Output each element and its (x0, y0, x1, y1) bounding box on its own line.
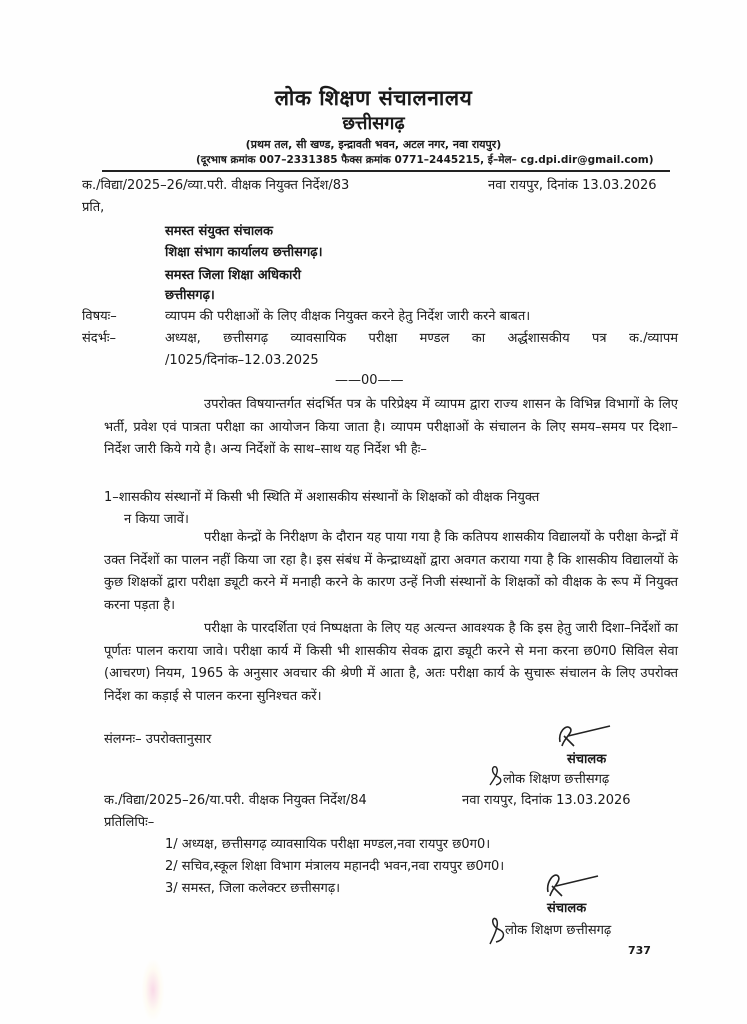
letterhead-divider (102, 170, 670, 172)
copy-place-date: नवा रायपुर, दिनांक 13.03.2026 (462, 793, 631, 808)
recipient-2-line1: समस्त जिला शिक्षा अधिकारी (165, 268, 302, 283)
subject-text: व्यापम की परीक्षाओं के लिए वीक्षक नियुक्त करने हेतु निर्देश जारी करने बाबत। (165, 309, 531, 324)
subject-label: विषयः– (82, 309, 117, 324)
copy-signatory-office: लोक शिक्षण छत्तीसगढ़ (505, 923, 612, 938)
copy-item-1: 1/ अध्यक्ष, छत्तीसगढ़ व्यावसायिक परीक्षा मण्डल,नवा रायपुर छ0ग0। (165, 837, 491, 852)
signatory-title: संचालक (567, 752, 607, 767)
reference-label: संदर्भः– (82, 331, 116, 346)
recipient-1-line2: शिक्षा संभाग कार्यालय छत्तीसगढ़। (165, 245, 323, 260)
copy-label: प्रतिलिपिः– (104, 815, 155, 830)
recipient-2-line2: छत्तीसगढ़। (165, 288, 215, 303)
office-address: (प्रथम तल, सी खण्ड, इन्द्रावती भवन, अटल नगर, नवा रायपुर) (245, 138, 502, 151)
paragraph-3: परीक्षा के पारदर्शिता एवं निष्पक्षता के लिए यह अत्यन्त आवश्यक है कि इस हेतु जारी दिशा–निर्देशों का पूर्णतः पालन कराया जावे। परीक्षा कार्य में किसी भी शासकीय सेवक द्वारा ड्यूटी करने से मना करना छ0ग0 सिविल सेवा (आचरण) नियम, 1965 के अनुसार अवचार की श्रेणी में आता है, अतः परीक्षा कार्य के सुचारू संचालन के लिए उपरोक्त निर्देश का कड़ाई से पालन करना सुनिश्चत करें। (104, 621, 678, 704)
separator: ——00—— (335, 373, 404, 388)
point-1-line1: 1–शासकीय संस्थानों में किसी भी स्थिति में अशासकीय संस्थानों के शिक्षकों को वीक्षक नियुक्त (104, 490, 540, 505)
recipient-1-line1: समस्त संयुक्त संचालक (165, 224, 273, 239)
point-1-line2: न किया जावें। (124, 512, 189, 527)
faded-stamp-mark (142, 960, 164, 1020)
paragraph-2: परीक्षा केन्द्रों के निरीक्षण के दौरान यह पाया गया है कि कतिपय शासकीय विद्यालयों के परीक्षा केन्द्रों में उक्त निर्देशों का पालन नहीं किया जा रहा है। इस संबंध में केन्द्राध्यक्षों द्वारा अवगत कराया गया है कि शासकीय विद्यालयों के कुछ शिक्षकों द्वारा परीक्षा ड्यूटी करने में मनाही करने के कारण उन्हें निजी संस्थानों के शिक्षकों को वीक्षक के रूप में नियुक्त करना पड़ता है। (104, 530, 678, 613)
to-label: प्रति, (82, 200, 105, 215)
copy-item-2: 2/ सचिव,स्कूल शिक्षा विभाग मंत्रालय महानदी भवन,नवा रायपुर छ0ग0। (165, 859, 505, 874)
signature-mark (552, 722, 614, 750)
signatory-office: लोक शिक्षण छत्तीसगढ़ (503, 772, 610, 787)
reference-text-line2: /1025/दिनांक–12.03.2025 (165, 353, 319, 368)
copy-reference-number: क./विद्या/2025–26/या.परी. वीक्षक नियुक्त निर्देश/84 (104, 793, 367, 808)
office-title: लोक शिक्षण संचालनालय (274, 86, 473, 110)
state-name: छत्तीसगढ़ (342, 113, 405, 134)
copy-item-3: 3/ समस्त, जिला कलेक्टर छत्तीसगढ़। (165, 881, 341, 896)
page-number: 737 (628, 944, 651, 957)
enclosure: संलग्नः– उपरोक्तानुसार (104, 732, 212, 747)
copy-signatory-title: संचालक (547, 901, 587, 916)
reference-number: क./विद्या/2025–26/व्या.परी. वीक्षक नियुक्त निर्देश/83 (82, 178, 350, 193)
reference-text-line1: अध्यक्ष, छत्तीसगढ़ व्यावसायिक परीक्षा मण्डल का अर्द्धशासकीय पत्र क./व्यापम (165, 331, 678, 346)
paragraph-1: उपरोक्त विषयान्तर्गत संदर्भित पत्र के परिप्रेक्ष्य में व्यापम द्वारा राज्य शासन के विभिन्न विभागों के लिए भर्ती, प्रवेश एवं पात्रता परीक्षा का आयोजन किया जाता है। व्यापम परीक्षाओं के संचालन के लिए समय–समय पर दिशा–निर्देश जारी किये गये है। अन्य निर्देशों के साथ–साथ यह निर्देश भी हैः– (104, 397, 678, 457)
place-date: नवा रायपुर, दिनांक 13.03.2026 (488, 178, 657, 193)
office-contact: (दूरभाष क्रमांक 007–2331385 फैक्स क्रमांक 0771–2445215, ई–मेल– cg.dpi.dir@gmail.com) (196, 154, 654, 166)
signature-mark-2 (540, 870, 602, 900)
